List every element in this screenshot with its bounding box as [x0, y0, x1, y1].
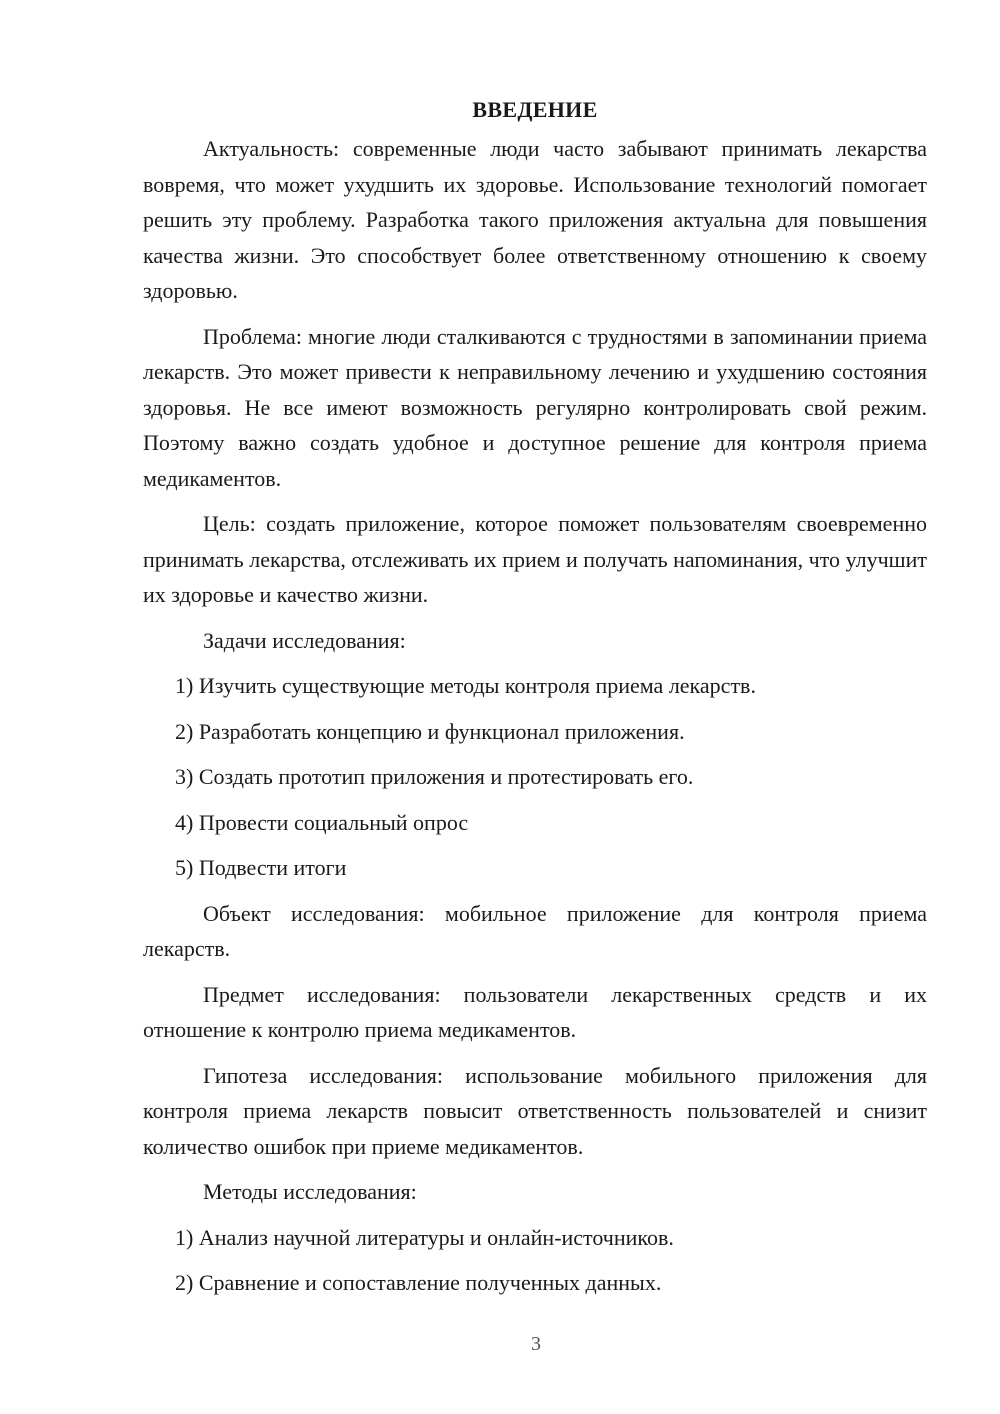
list-item: 2) Сравнение и сопоставление полученных данных. [175, 1270, 662, 1295]
hypothesis-paragraph: Гипотеза исследования: использование мобильного приложения для контроля приема лекарств повысит ответственность пользователей и снизит количество ошибок при приеме медикаментов. [143, 1062, 927, 1159]
methods-label: Методы исследования: [203, 1179, 417, 1204]
list-item: 4) Провести социальный опрос [175, 809, 469, 835]
tasks-list [143, 668, 927, 886]
goal-paragraph: Цель: создать приложение, которое поможет пользователям своевременно принимать лекарства, отслеживать их прием и получать напоминания, что улучшит их здоровье и качество жизни. [143, 511, 927, 607]
page-number: 3 [531, 1333, 541, 1355]
list-item: 5) Подвести итоги [175, 855, 347, 880]
relevance-paragraph: Актуальность: современные люди часто забывают принимать лекарства вовремя, что может ухудшить их здоровье. Использование технологий помогает решить эту проблему. Разработка такого приложения актуальна для повышения качества жизни. Это способствует более ответственному отношению к своему здоровью. [143, 136, 927, 303]
methods-list [143, 1220, 927, 1301]
subject-paragraph: Предмет исследования: пользователи лекарственных средств и их отношение к контролю приема медикаментов. [143, 981, 927, 1042]
problem-paragraph: Проблема: многие люди сталкиваются с трудностями в запоминании приема лекарств. Это может привести к неправильному лечению и ухудшению состояния здоровья. Не все имеют возможность регулярно контролировать свой режим. Поэтому важно создать удобное и доступное решение для контроля приема медикаментов. [143, 323, 927, 491]
list-item: 2) Разработать концепцию и функционал приложения. [175, 718, 685, 744]
list-item: 3) Создать прототип приложения и протестировать его. [175, 764, 694, 789]
document-page [143, 95, 927, 1311]
list-item: 1) Анализ научной литературы и онлайн-источников. [175, 1224, 674, 1250]
page-title: ВВЕДЕНИЕ [472, 97, 598, 122]
list-item: 1) Изучить существующие методы контроля приема лекарств. [175, 673, 756, 698]
tasks-label: Задачи исследования: [203, 627, 406, 653]
object-paragraph: Объект исследования: мобильное приложение для контроля приема лекарств. [143, 900, 927, 961]
